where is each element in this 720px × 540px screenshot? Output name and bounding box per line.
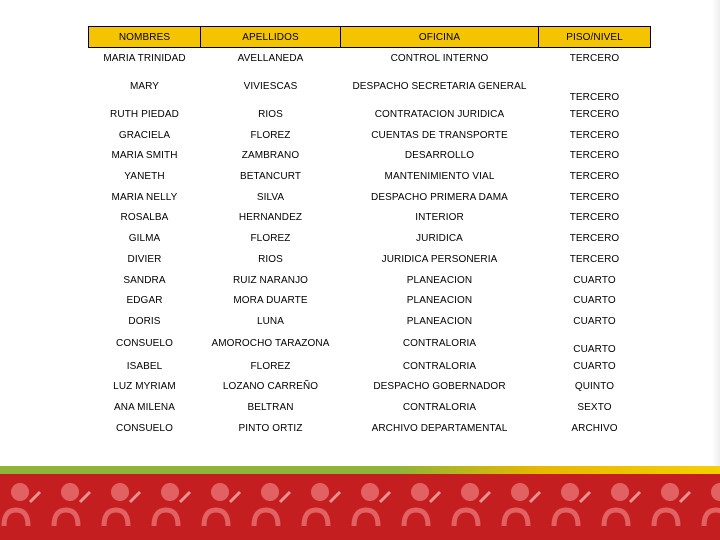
cell-apellido: LUNA xyxy=(256,315,285,327)
table-row xyxy=(89,249,651,270)
cell-oficina: PLANEACION xyxy=(406,295,473,307)
cell-nombre: CONSUELO xyxy=(116,338,173,350)
cell-piso: SEXTO xyxy=(577,401,612,413)
cell-apellido: RIOS xyxy=(258,253,283,265)
cell-oficina: MANTENIMIENTO VIAL xyxy=(384,171,495,183)
cell-oficina: DESPACHO SECRETARIA GENERAL xyxy=(352,80,527,92)
cell-piso: TERCERO xyxy=(569,92,620,104)
cell-piso: CUARTO xyxy=(573,274,616,286)
cell-nombre: ISABEL xyxy=(126,360,163,372)
cell-piso: ARCHIVO xyxy=(571,422,618,434)
cell-apellido: HERNANDEZ xyxy=(238,212,303,224)
header-apellidos: APELLIDOS xyxy=(201,27,341,48)
cell-apellido: AMOROCHO TARAZONA xyxy=(211,338,330,350)
cell-apellido: BELTRAN xyxy=(247,401,294,413)
table-row xyxy=(89,356,651,377)
cell-apellido: RIOS xyxy=(258,109,283,121)
header-nombres: NOMBRES xyxy=(89,27,201,48)
footer-band xyxy=(0,466,720,540)
cell-oficina: JURIDICA PERSONERIA xyxy=(381,253,498,265)
staff-table xyxy=(88,26,651,439)
table-row xyxy=(89,166,651,187)
cell-nombre: DORIS xyxy=(128,315,161,327)
cell-oficina: CONTRATACION JURIDICA xyxy=(374,109,505,121)
slide-edge-shadow xyxy=(712,0,720,466)
cell-nombre: GRACIELA xyxy=(118,129,171,141)
header-oficina: OFICINA xyxy=(341,27,539,48)
cell-oficina: DESARROLLO xyxy=(404,150,475,162)
table-row xyxy=(89,290,651,311)
cell-apellido: PINTO ORTIZ xyxy=(238,422,303,434)
cell-piso: QUINTO xyxy=(574,381,615,393)
cell-oficina: DESPACHO PRIMERA DAMA xyxy=(371,191,508,203)
table-header-row xyxy=(89,27,651,48)
cell-oficina: PLANEACION xyxy=(406,274,473,286)
cell-oficina: ARCHIVO DEPARTAMENTAL xyxy=(371,422,508,434)
cell-piso: TERCERO xyxy=(569,233,620,245)
cell-nombre: MARIA TRINIDAD xyxy=(103,52,186,64)
cell-oficina: DESPACHO GOBERNADOR xyxy=(373,381,506,393)
cell-apellido: BETANCURT xyxy=(239,171,302,183)
table-row xyxy=(89,187,651,208)
cell-apellido: ZAMBRANO xyxy=(241,150,300,162)
table-row xyxy=(89,104,651,125)
cell-piso: TERCERO xyxy=(569,171,620,183)
footer-pattern xyxy=(0,474,720,540)
cell-nombre: DIVIER xyxy=(127,253,162,265)
table-row xyxy=(89,270,651,291)
table-row xyxy=(89,208,651,229)
cell-nombre: MARY xyxy=(129,80,160,92)
cell-nombre: MARIA NELLY xyxy=(111,191,178,203)
cell-oficina: JURIDICA xyxy=(416,233,463,245)
cell-oficina: CONTRALORIA xyxy=(402,360,477,372)
cell-piso: TERCERO xyxy=(569,253,620,265)
table-row xyxy=(89,397,651,418)
cell-nombre: LUZ MYRIAM xyxy=(113,381,176,393)
table-row xyxy=(89,68,651,104)
cell-apellido: LOZANO CARREÑO xyxy=(222,381,319,393)
cell-apellido: RUIZ NARANJO xyxy=(232,274,309,286)
table-row xyxy=(89,376,651,397)
cell-oficina: CONTRALORIA xyxy=(402,338,477,350)
cell-nombre: EDGAR xyxy=(126,295,163,307)
cell-nombre: CONSUELO xyxy=(116,422,173,434)
cell-piso: CUARTO xyxy=(573,360,616,372)
cell-apellido: VIVIESCAS xyxy=(243,80,298,92)
cell-nombre: GILMA xyxy=(128,233,161,245)
cell-oficina: CONTRALORIA xyxy=(402,401,477,413)
cell-piso: CUARTO xyxy=(573,315,616,327)
cell-apellido: MORA DUARTE xyxy=(233,295,308,307)
cell-nombre: RUTH PIEDAD xyxy=(110,109,179,121)
cell-apellido: SILVA xyxy=(256,191,285,203)
cell-nombre: ANA MILENA xyxy=(113,401,176,413)
cell-piso: TERCERO xyxy=(569,150,620,162)
cell-nombre: MARIA SMITH xyxy=(111,150,178,162)
cell-apellido: FLOREZ xyxy=(250,360,291,372)
cell-nombre: SANDRA xyxy=(123,274,166,286)
cell-apellido: FLOREZ xyxy=(250,129,291,141)
cell-piso: TERCERO xyxy=(569,109,620,121)
table-row xyxy=(89,311,651,332)
cell-piso: CUARTO xyxy=(573,343,616,355)
cell-piso: CUARTO xyxy=(573,295,616,307)
table-row xyxy=(89,332,651,356)
cell-oficina: INTERIOR xyxy=(415,212,464,224)
footer-color-stripe xyxy=(0,466,720,474)
table-row xyxy=(89,418,651,439)
cell-oficina: PLANEACION xyxy=(406,315,473,327)
cell-piso: TERCERO xyxy=(569,212,620,224)
cell-nombre: YANETH xyxy=(124,171,165,183)
cell-oficina: CUENTAS DE TRANSPORTE xyxy=(371,129,508,141)
cell-nombre: ROSALBA xyxy=(120,212,169,224)
cell-oficina: CONTROL INTERNO xyxy=(390,52,489,64)
table-row xyxy=(89,228,651,249)
cell-piso: TERCERO xyxy=(569,129,620,141)
header-piso-nivel: PISO/NIVEL xyxy=(539,27,651,48)
table-row xyxy=(89,146,651,167)
cell-piso: TERCERO xyxy=(569,191,620,203)
table-row xyxy=(89,48,651,69)
cell-apellido: FLOREZ xyxy=(250,233,291,245)
cell-piso: TERCERO xyxy=(569,52,620,64)
cell-apellido: AVELLANEDA xyxy=(237,52,304,64)
table-row xyxy=(89,125,651,146)
